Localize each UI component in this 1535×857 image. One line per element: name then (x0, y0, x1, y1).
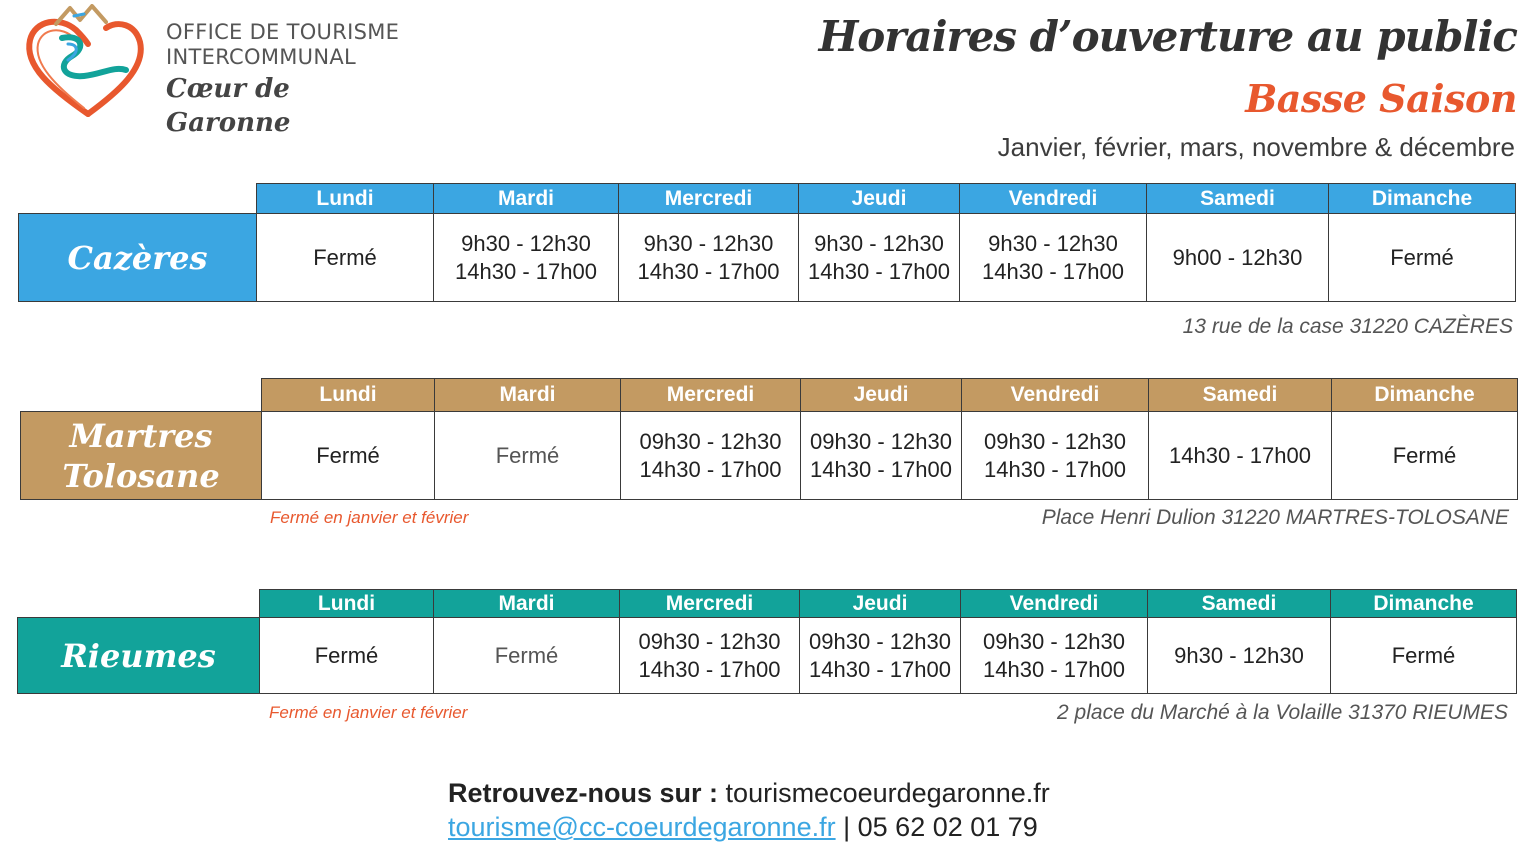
city-name: Rieumes (18, 618, 260, 694)
address-cazeres: 13 rue de la case 31220 CAZÈRES (1182, 315, 1513, 338)
hours-cell: Fermé (260, 618, 434, 694)
day-header: Lundi (257, 184, 434, 214)
schedule-table-cazeres (18, 183, 1516, 302)
hours-cell: 9h30 - 12h30 (1148, 618, 1331, 694)
day-header: Mercredi (620, 590, 800, 618)
day-header: Samedi (1147, 184, 1329, 214)
hours-cell: 14h30 - 17h00 (1149, 412, 1332, 500)
hours-cell: 9h30 - 12h30 14h30 - 17h00 (799, 214, 960, 302)
hours-cell: 09h30 - 12h30 14h30 - 17h00 (620, 618, 800, 694)
hours-cell: Fermé (1329, 214, 1516, 302)
hours-cell: Fermé (1332, 412, 1518, 500)
day-header: Lundi (262, 379, 435, 412)
day-header: Dimanche (1332, 379, 1518, 412)
separator: | (843, 812, 851, 842)
schedule-table-rieumes (17, 589, 1517, 694)
day-header: Dimanche (1331, 590, 1517, 618)
day-header: Jeudi (800, 590, 961, 618)
hours-cell: 9h30 - 12h30 14h30 - 17h00 (960, 214, 1147, 302)
hours-cell: Fermé (1331, 618, 1517, 694)
day-header: Samedi (1149, 379, 1332, 412)
season-months: Janvier, février, mars, novembre & décembre (997, 132, 1515, 162)
website-link[interactable]: tourismecoeurdegaronne.fr (725, 778, 1050, 808)
day-header: Jeudi (801, 379, 962, 412)
heart-river-logo-icon (22, 4, 162, 126)
footer-label: Retrouvez-nous sur : (448, 778, 719, 808)
email-link[interactable]: tourisme@cc-coeurdegaronne.fr (448, 812, 836, 842)
day-header: Lundi (260, 590, 434, 618)
hours-cell: Fermé (435, 412, 621, 500)
day-header: Mardi (435, 379, 621, 412)
hours-cell: 09h30 - 12h30 14h30 - 17h00 (800, 618, 961, 694)
hours-cell: 09h30 - 12h30 14h30 - 17h00 (961, 618, 1148, 694)
hours-cell: 9h30 - 12h30 14h30 - 17h00 (619, 214, 799, 302)
hours-cell: Fermé (257, 214, 434, 302)
hours-cell: 09h30 - 12h30 14h30 - 17h00 (801, 412, 962, 500)
hours-cell: Fermé (262, 412, 435, 500)
schedule-table-martres (20, 378, 1518, 500)
day-header: Dimanche (1329, 184, 1516, 214)
logo-line-2: INTERCOMMUNAL (166, 45, 357, 69)
day-header: Mercredi (621, 379, 801, 412)
day-header: Mardi (434, 184, 619, 214)
hours-cell: 09h30 - 12h30 14h30 - 17h00 (621, 412, 801, 500)
hours-cell: 9h00 - 12h30 (1147, 214, 1329, 302)
day-header: Jeudi (799, 184, 960, 214)
season-subtitle: Basse Saison (1245, 76, 1517, 121)
address-rieumes: 2 place du Marché à la Volaille 31370 RIEUMES (1057, 701, 1508, 724)
city-name: Cazères (19, 214, 257, 302)
footer-website-line (448, 778, 1050, 809)
hours-cell: Fermé (434, 618, 620, 694)
day-header: Samedi (1148, 590, 1331, 618)
closure-note-rieumes: Fermé en janvier et février (269, 703, 468, 722)
day-header: Mercredi (619, 184, 799, 214)
day-header: Vendredi (962, 379, 1149, 412)
day-header: Vendredi (960, 184, 1147, 214)
city-name: Martres Tolosane (21, 412, 262, 500)
closure-note-martres: Fermé en janvier et février (270, 508, 469, 527)
hours-cell: 09h30 - 12h30 14h30 - 17h00 (962, 412, 1149, 500)
phone-number: 05 62 02 01 79 (857, 812, 1038, 842)
logo (22, 4, 402, 138)
page-title: Horaires d’ouverture au public (818, 12, 1517, 61)
hours-cell: 9h30 - 12h30 14h30 - 17h00 (434, 214, 619, 302)
logo-line-1: OFFICE DE TOURISME (166, 20, 400, 44)
logo-line-3: Cœur de Garonne (166, 74, 291, 138)
footer-contact-line (448, 812, 1038, 843)
day-header: Vendredi (961, 590, 1148, 618)
address-martres: Place Henri Dulion 31220 MARTRES-TOLOSANE (1041, 506, 1509, 529)
day-header: Mardi (434, 590, 620, 618)
